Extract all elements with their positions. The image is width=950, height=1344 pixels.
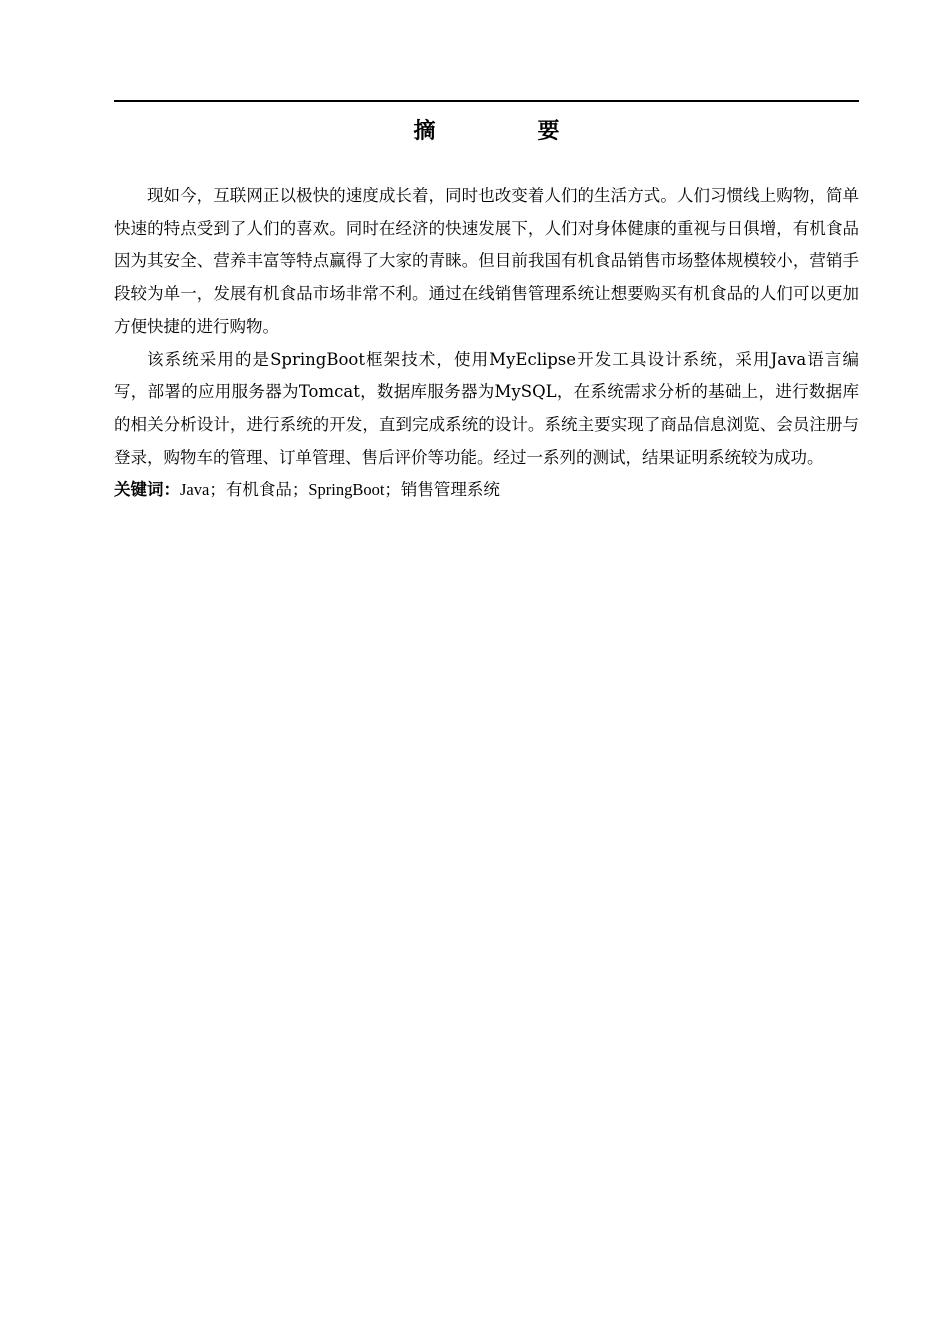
abstract-title: 摘 要	[413, 119, 600, 144]
abstract-paragraph-2: 该系统采用的是SpringBoot框架技术，使用MyEclipse开发工具设计系统，采用Java语言编写，部署的应用服务器为Tomcat，数据库服务器为MySQL，在系统需求分析的基础上，进行数据库的相关分析设计，进行系统的开发，直到完成系统的设计。系统主要实现了商品信息浏览、会员注册与登录，购物车的管理、订单管理、售后评价等功能。经过一系列的测试，结果证明系统较为成功。	[114, 349, 859, 467]
keywords-label: 关键词：	[114, 480, 180, 500]
abstract-body	[114, 180, 859, 506]
header-rule	[114, 100, 859, 102]
keywords-value: Java；有机食品；SpringBoot；销售管理系统	[180, 480, 500, 500]
keywords-line	[114, 474, 859, 506]
abstract-paragraph-1: 现如今，互联网正以极快的速度成长着，同时也改变着人们的生活方式。人们习惯线上购物，简单快速的特点受到了人们的喜欢。同时在经济的快速发展下，人们对身体健康的重视与日俱增，有机食品因为其安全、营养丰富等特点赢得了大家的青睐。但目前我国有机食品销售市场整体规模较小，营销手段较为单一，发展有机食品市场非常不利。通过在线销售管理系统让想要购买有机食品的人们可以更加方便快捷的进行购物。	[114, 186, 859, 336]
